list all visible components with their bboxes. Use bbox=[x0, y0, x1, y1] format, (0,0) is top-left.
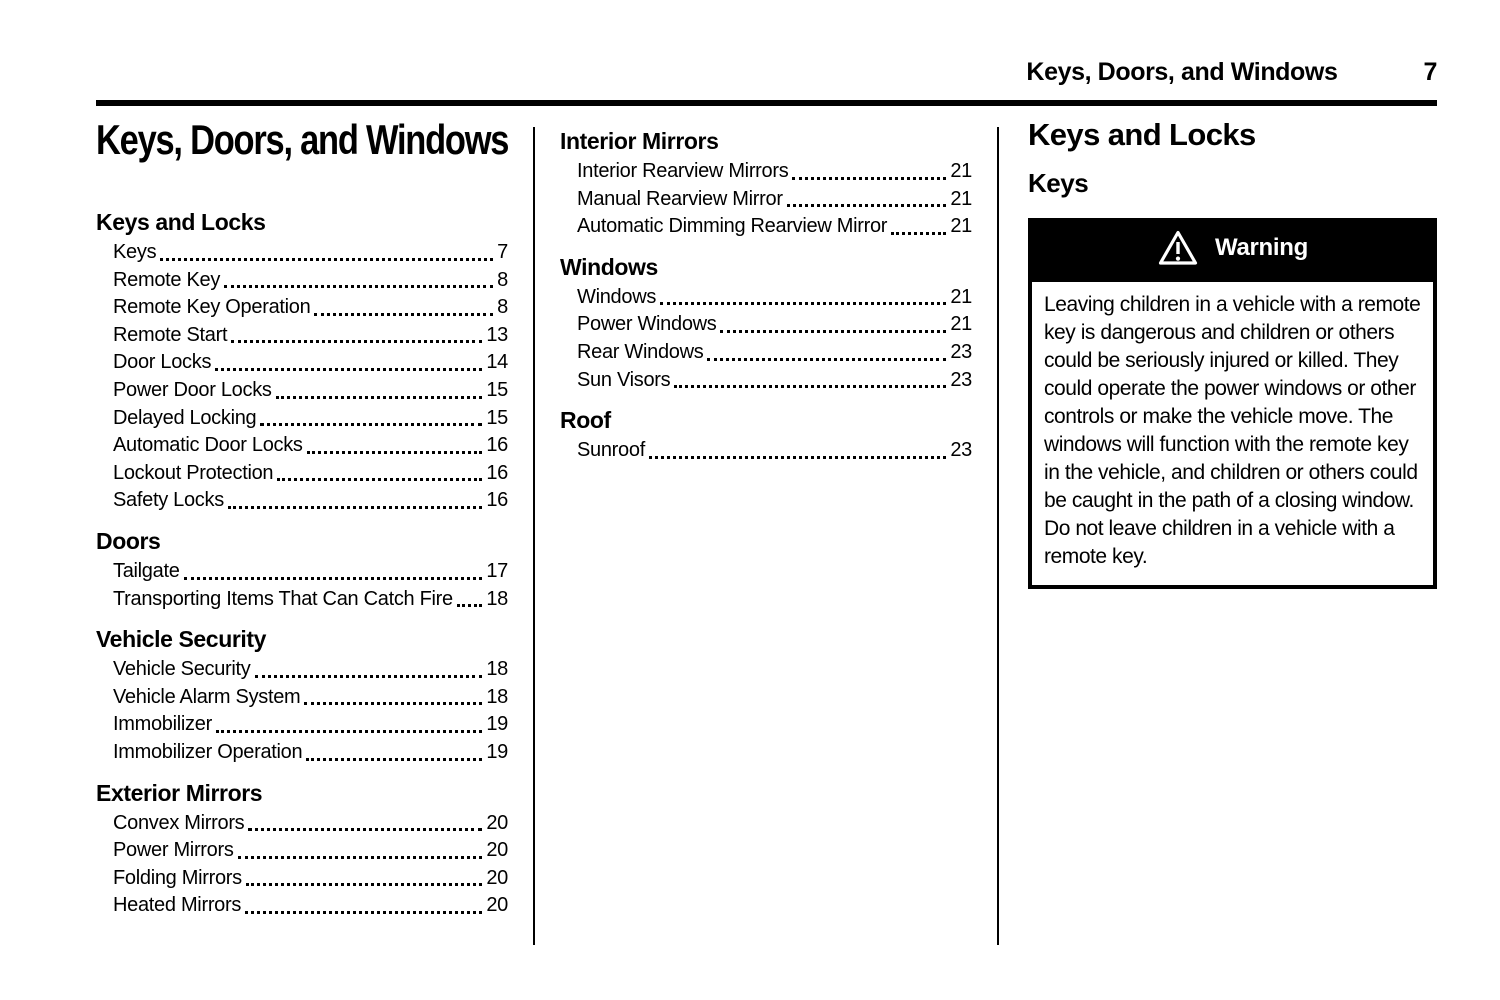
warning-callout bbox=[1028, 218, 1437, 589]
toc-entry bbox=[560, 158, 972, 186]
dot-leader bbox=[306, 758, 482, 761]
toc-entry-page: 17 bbox=[486, 559, 508, 582]
dot-leader bbox=[891, 232, 946, 235]
toc-entry bbox=[96, 487, 508, 515]
toc-section-heading: Doors bbox=[96, 527, 161, 554]
toc-entry-label: Vehicle Alarm System bbox=[113, 685, 301, 708]
toc-entry-page: 18 bbox=[486, 685, 508, 708]
toc-entry-page: 20 bbox=[486, 811, 508, 834]
toc-entry bbox=[96, 810, 508, 838]
dot-leader bbox=[160, 258, 493, 261]
dot-leader bbox=[228, 506, 482, 509]
chapter-title: Keys, Doors, and Windows bbox=[96, 116, 509, 163]
toc-entry-label: Folding Mirrors bbox=[113, 866, 242, 889]
toc-entry-label: Sunroof bbox=[577, 439, 645, 462]
toc-entry bbox=[96, 837, 508, 865]
content-column bbox=[1028, 118, 1437, 589]
toc-entry-page: 15 bbox=[486, 378, 508, 401]
toc-entry bbox=[560, 437, 972, 465]
toc-entry-label: Power Windows bbox=[577, 313, 717, 336]
toc-column-1 bbox=[96, 118, 508, 932]
content-section-title: Keys and Locks bbox=[1028, 117, 1256, 152]
toc-entry bbox=[96, 377, 508, 405]
toc-entry-page: 21 bbox=[950, 313, 972, 336]
toc-entry-page: 14 bbox=[486, 351, 508, 374]
toc-entry-page: 23 bbox=[950, 368, 972, 391]
toc-entry-page: 15 bbox=[486, 406, 508, 429]
toc-entry-label: Delayed Locking bbox=[113, 406, 257, 429]
toc-entry-page: 8 bbox=[497, 268, 508, 291]
running-header bbox=[96, 58, 1437, 87]
toc-entry-label: Remote Start bbox=[113, 323, 228, 346]
toc-entry-label: Remote Key Operation bbox=[113, 296, 311, 319]
toc-entry bbox=[96, 349, 508, 377]
dot-leader bbox=[674, 385, 946, 388]
toc-entry-label: Automatic Door Locks bbox=[113, 434, 303, 457]
toc-entry-label: Sun Visors bbox=[577, 368, 671, 391]
toc-entry-page: 18 bbox=[486, 658, 508, 681]
toc-section-heading: Interior Mirrors bbox=[560, 128, 719, 154]
toc-entry-label: Keys bbox=[113, 241, 157, 263]
dot-leader bbox=[277, 478, 482, 481]
toc-entry bbox=[96, 405, 508, 433]
toc-entry-page: 23 bbox=[950, 439, 972, 462]
toc-entry-page: 7 bbox=[497, 241, 508, 263]
toc-entry-label: Door Locks bbox=[113, 351, 212, 374]
toc-section-heading: Roof bbox=[560, 407, 611, 434]
toc-section-heading: Vehicle Security bbox=[96, 626, 267, 653]
toc-entry-label: Windows bbox=[577, 285, 657, 308]
warning-body bbox=[1028, 278, 1437, 589]
dot-leader bbox=[215, 368, 482, 371]
toc-entry bbox=[96, 460, 508, 488]
dot-leader bbox=[255, 675, 483, 678]
toc-entry-label: Immobilizer Operation bbox=[113, 740, 303, 763]
toc-entry bbox=[96, 267, 508, 295]
dot-leader bbox=[792, 177, 946, 180]
toc-entry-page: 20 bbox=[486, 894, 508, 917]
dot-leader bbox=[304, 702, 482, 705]
toc-entry-page: 21 bbox=[950, 187, 972, 210]
toc-entry-page: 16 bbox=[486, 489, 508, 512]
column-divider-left bbox=[533, 127, 535, 945]
toc-entry-label: Convex Mirrors bbox=[113, 811, 245, 834]
dot-leader bbox=[248, 828, 482, 831]
toc-section-heading: Windows bbox=[560, 253, 658, 280]
running-header-title: Keys, Doors, and Windows bbox=[1026, 58, 1338, 86]
toc-entry bbox=[560, 339, 972, 367]
dot-leader bbox=[660, 302, 946, 305]
toc-entry-label: Manual Rearview Mirror bbox=[577, 187, 783, 210]
toc-entry-page: 16 bbox=[486, 434, 508, 457]
dot-leader bbox=[238, 856, 483, 859]
page-number: 7 bbox=[1423, 58, 1437, 86]
toc-entry bbox=[96, 558, 508, 586]
dot-leader bbox=[787, 204, 947, 207]
toc-entry-page: 18 bbox=[486, 587, 508, 610]
dot-leader bbox=[231, 340, 482, 343]
toc-section-keys-and-locks bbox=[96, 208, 508, 515]
toc-entry bbox=[96, 656, 508, 684]
toc-section-heading: Keys and Locks bbox=[96, 209, 266, 235]
warning-header bbox=[1028, 218, 1437, 278]
toc-entry-label: Transporting Items That Can Catch Fire bbox=[113, 587, 453, 610]
dot-leader bbox=[707, 358, 946, 361]
toc-entry-page: 16 bbox=[486, 461, 508, 484]
toc-entry-page: 19 bbox=[486, 713, 508, 736]
toc-entry-page: 13 bbox=[486, 323, 508, 346]
toc-entry bbox=[96, 711, 508, 739]
toc-entry bbox=[560, 311, 972, 339]
toc-entry-page: 20 bbox=[486, 839, 508, 862]
toc-entry-label: Immobilizer bbox=[113, 713, 212, 736]
toc-entry bbox=[560, 284, 972, 312]
toc-section-exterior-mirrors bbox=[96, 779, 508, 920]
column-divider-right bbox=[997, 127, 999, 945]
dot-leader bbox=[457, 604, 482, 607]
toc-entry bbox=[96, 739, 508, 767]
toc-entry-label: Tailgate bbox=[113, 559, 180, 582]
toc-entry bbox=[96, 322, 508, 350]
dot-leader bbox=[245, 911, 482, 914]
toc-section-roof bbox=[560, 406, 972, 465]
dot-leader bbox=[720, 330, 946, 333]
dot-leader bbox=[184, 577, 483, 580]
toc-section-vehicle-security bbox=[96, 625, 508, 766]
warning-label: Warning bbox=[1215, 234, 1308, 261]
toc-section-doors bbox=[96, 527, 508, 613]
header-rule bbox=[96, 100, 1437, 106]
dot-leader bbox=[307, 451, 483, 454]
dot-leader bbox=[216, 730, 482, 733]
toc-section-windows bbox=[560, 253, 972, 394]
toc-entry-label: Lockout Protection bbox=[113, 461, 274, 484]
warning-text: Leaving children in a vehicle with a remote key is dangerous and children or others could be seriously injured or killed. They could operate the power windows or other controls or make the vehicle move. The windows will function with the remote key in the vehicle, and children or others could be caught in the path of a closing window. Do not leave children in a vehicle with a remote key. bbox=[1044, 293, 1421, 568]
dot-leader bbox=[224, 285, 493, 288]
toc-entry bbox=[96, 239, 508, 267]
dot-leader bbox=[260, 423, 482, 426]
warning-triangle-icon bbox=[1157, 229, 1199, 267]
toc-entry-label: Remote Key bbox=[113, 268, 221, 291]
toc-entry bbox=[560, 367, 972, 395]
toc-entry bbox=[96, 432, 508, 460]
toc-entry-label: Heated Mirrors bbox=[113, 894, 242, 917]
toc-entry-label: Rear Windows bbox=[577, 340, 704, 363]
toc-section-interior-mirrors bbox=[560, 127, 972, 241]
toc-entry-label: Automatic Dimming Rearview Mirror bbox=[577, 215, 888, 238]
toc-entry bbox=[560, 213, 972, 241]
toc-entry bbox=[96, 865, 508, 893]
dot-leader bbox=[246, 883, 482, 886]
toc-entry-page: 20 bbox=[486, 866, 508, 889]
toc-entry-label: Power Door Locks bbox=[113, 378, 272, 401]
toc-entry-page: 21 bbox=[950, 285, 972, 308]
toc-entry bbox=[560, 186, 972, 214]
dot-leader bbox=[649, 456, 946, 459]
toc-entry-label: Interior Rearview Mirrors bbox=[577, 160, 789, 182]
toc-entry-page: 21 bbox=[950, 160, 972, 182]
toc-entry bbox=[96, 684, 508, 712]
toc-entry-page: 8 bbox=[497, 296, 508, 319]
toc-entry-label: Power Mirrors bbox=[113, 839, 234, 862]
content-topic-title: Keys bbox=[1028, 168, 1089, 198]
toc-column-2 bbox=[560, 127, 972, 477]
dot-leader bbox=[276, 396, 483, 399]
toc-entry-page: 19 bbox=[486, 740, 508, 763]
toc-entry-page: 23 bbox=[950, 340, 972, 363]
toc-entry bbox=[96, 586, 508, 614]
dot-leader bbox=[314, 313, 493, 316]
toc-entry-label: Vehicle Security bbox=[113, 658, 251, 681]
toc-entry-page: 21 bbox=[950, 215, 972, 238]
toc-section-heading: Exterior Mirrors bbox=[96, 779, 263, 806]
toc-entry bbox=[96, 892, 508, 920]
toc-entry bbox=[96, 294, 508, 322]
toc-entry-label: Safety Locks bbox=[113, 489, 224, 512]
